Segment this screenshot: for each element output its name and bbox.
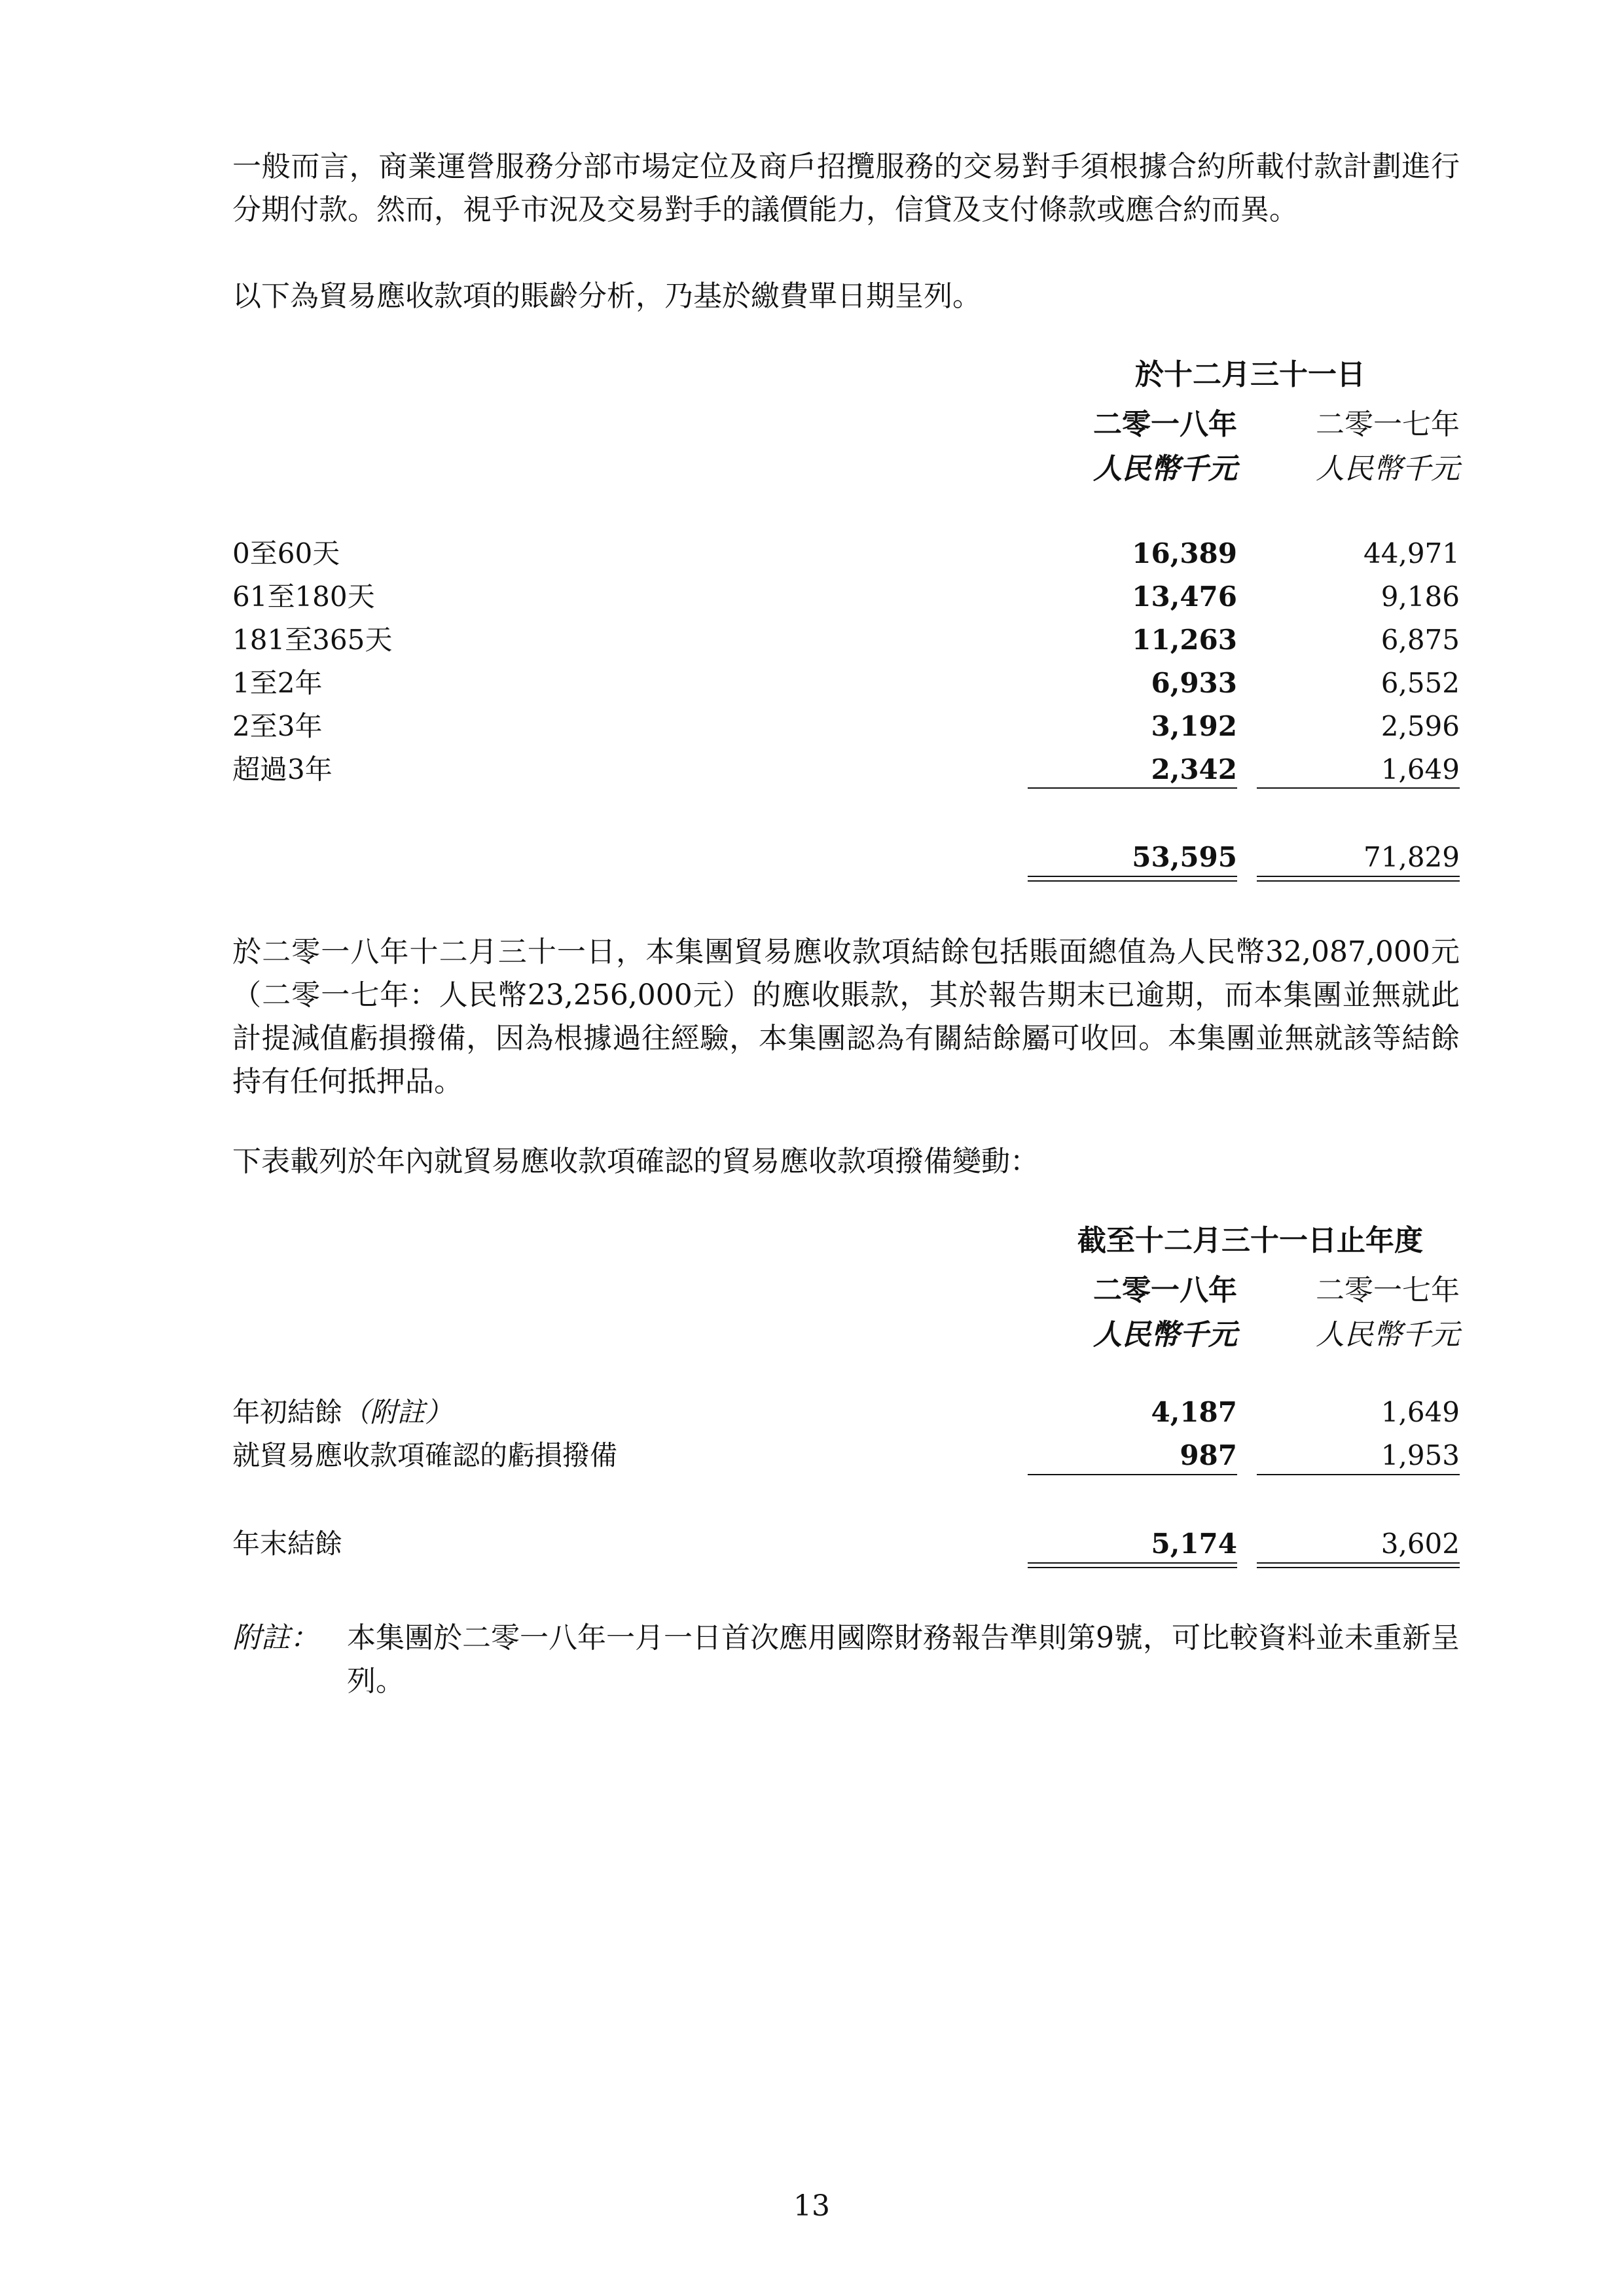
table-row — [232, 532, 1460, 575]
row-value-2017: 2,596 — [1380, 710, 1460, 742]
row-label: 61至180天 — [232, 581, 375, 613]
table2-col1-unit: 人民幣千元 — [1093, 1318, 1237, 1352]
total-value-2017: 3,602 — [1380, 1528, 1460, 1560]
row-label: 超過3年 — [232, 753, 333, 785]
row-value-2017: 44,971 — [1363, 537, 1460, 569]
table2-col2-year: 二零一七年 — [1316, 1274, 1460, 1307]
row-value-2018: 13,476 — [1132, 581, 1237, 613]
table-row — [232, 705, 1460, 748]
table-row — [232, 575, 1460, 619]
intro-paragraph: 一般而言，商業運營服務分部市場定位及商戶招攬服務的交易對手須根據合約所載付款計劃進行分期付款。然而，視乎市況及交易對手的議價能力，信貸及支付條款或應合約而異。 — [232, 150, 1460, 226]
table2-col2-unit: 人民幣千元 — [1316, 1318, 1460, 1352]
total-row — [232, 836, 1460, 879]
subtotal-rule-2017 — [1257, 1474, 1460, 1475]
total-value-2018: 5,174 — [1151, 1528, 1237, 1560]
row-label: 2至3年 — [232, 710, 323, 742]
table1-col2-unit: 人民幣千元 — [1316, 452, 1460, 486]
footnote — [232, 1617, 1460, 1708]
table1-span-header: 於十二月三十一日 — [1135, 358, 1365, 391]
allowance-intro: 下表載列於年內就貿易應收款項確認的貿易應收款項撥備變動： — [232, 1145, 1039, 1178]
row-value-2017: 1,953 — [1380, 1439, 1460, 1471]
row-value-2018: 3,192 — [1151, 710, 1237, 742]
row-label: 0至60天 — [232, 537, 340, 569]
table2-col1-year: 二零一八年 — [1093, 1274, 1237, 1307]
row-value-2018: 16,389 — [1132, 537, 1237, 569]
subtotal-rule-2017 — [1257, 787, 1460, 789]
row-value-2018: 2,342 — [1151, 753, 1237, 785]
row-value-2017: 6,552 — [1380, 667, 1460, 699]
aging-intro: 以下為貿易應收款項的賬齡分析，乃基於繳費單日期呈列。 — [232, 279, 981, 313]
row-value-2018: 6,933 — [1151, 667, 1237, 699]
row-value-2017: 9,186 — [1380, 581, 1460, 613]
table1-col2-year: 二零一七年 — [1316, 408, 1460, 441]
table-row — [232, 1434, 1460, 1477]
row-value-2018: 4,187 — [1151, 1396, 1237, 1428]
table-row — [232, 748, 1460, 791]
total-value-2017: 71,829 — [1363, 841, 1460, 873]
row-label: 181至365天 — [232, 624, 393, 656]
row-value-2017: 1,649 — [1380, 753, 1460, 785]
total-double-rule-2017 — [1257, 1562, 1460, 1568]
row-label: 年初結餘（附註） — [232, 1396, 453, 1428]
table-row — [232, 1391, 1460, 1434]
table-row — [232, 662, 1460, 705]
page-number: 13 — [793, 2189, 830, 2223]
total-double-rule-2018 — [1028, 876, 1237, 882]
table1-col1-year: 二零一八年 — [1093, 408, 1237, 441]
table1-col1-unit: 人民幣千元 — [1093, 452, 1237, 486]
row-note: （附註） — [342, 1396, 453, 1428]
row-value-2018: 11,263 — [1132, 624, 1237, 656]
total-double-rule-2018 — [1028, 1562, 1237, 1568]
total-row — [232, 1522, 1460, 1566]
footnote-key: 附註： — [232, 1621, 319, 1655]
row-label: 1至2年 — [232, 667, 323, 699]
row-value-2017: 1,649 — [1380, 1396, 1460, 1428]
row-label: 年末結餘 — [232, 1528, 343, 1560]
footnote-text: 本集團於二零一八年一月一日首次應用國際財務報告準則第9號，可比較資料並未重新呈列。 — [347, 1621, 1460, 1698]
row-value-2018: 987 — [1180, 1439, 1237, 1471]
total-value-2018: 53,595 — [1132, 841, 1237, 873]
table-row — [232, 619, 1460, 662]
row-value-2017: 6,875 — [1380, 624, 1460, 656]
overdue-paragraph: 於二零一八年十二月三十一日，本集團貿易應收款項結餘包括賬面總值為人民幣32,087,000元（二零一七年：人民幣23,256,000元）的應收賬款，其於報告期末已逾期，而本集團並無就此計提減值虧損撥備，因為根據過往經驗，本集團認為有關結餘屬可收回。本集團並無就該等結餘持有任何抵押品。 — [232, 935, 1460, 1098]
total-double-rule-2017 — [1257, 876, 1460, 882]
table2-span-header: 截至十二月三十一日止年度 — [1077, 1224, 1423, 1257]
subtotal-rule-2018 — [1028, 1474, 1237, 1475]
row-label: 就貿易應收款項確認的虧損撥備 — [232, 1439, 618, 1471]
subtotal-rule-2018 — [1028, 787, 1237, 789]
